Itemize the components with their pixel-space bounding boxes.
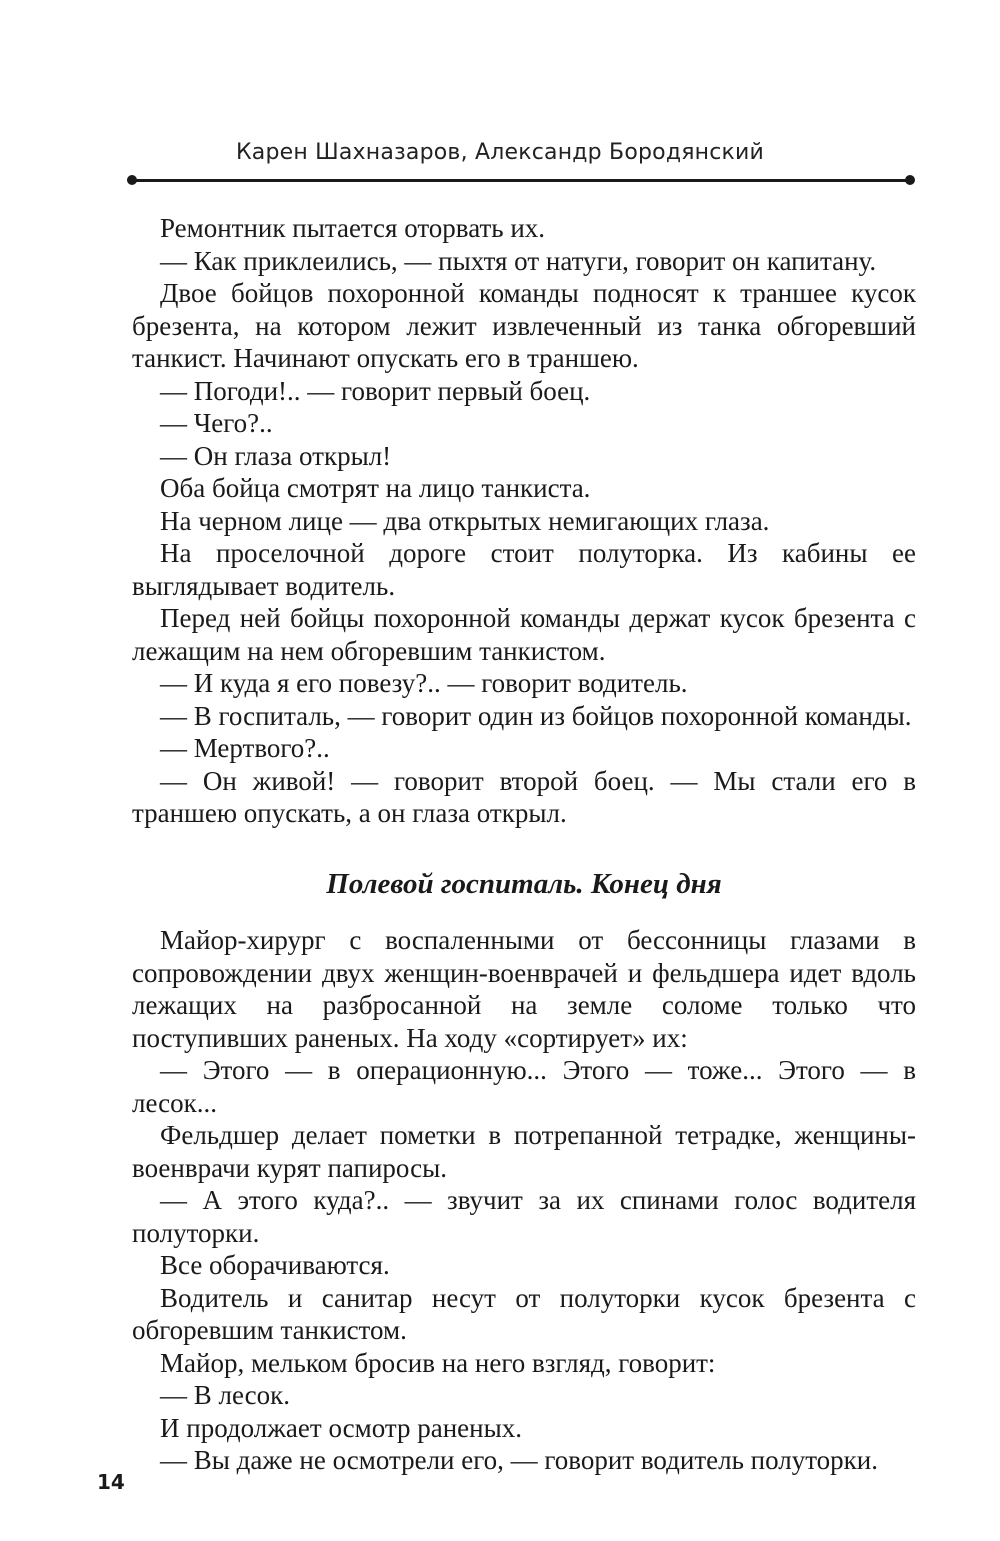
paragraph: — В госпиталь, — говорит один из бойцов похоронной команды. — [160, 700, 912, 731]
paragraph: Водитель и санитар несут от полуторки кусок брезента с обгоревшим танкистом. — [132, 1282, 916, 1345]
paragraph: — Как приклеились, — пыхтя от натуги, говорит он капитану. — [160, 245, 877, 276]
paragraph: — Этого — в операционную... Этого — тоже... Этого — в лесок... — [132, 1055, 916, 1118]
running-head: Карен Шахназаров, Александр Бородянский — [235, 140, 765, 165]
page-number: 14 — [97, 1470, 125, 1494]
paragraph: — И куда я его повезу?.. — говорит водитель. — [160, 668, 688, 698]
paragraph: — Вы даже не осмотрели его, — говорит водитель полуторки. — [160, 1445, 878, 1475]
paragraph: — Мертвого?.. — [160, 733, 330, 763]
paragraph: И продолжает осмотр раненых. — [160, 1412, 522, 1443]
paragraph: Фельдшер делает пометки в потрепанной тетрадке, женщины-военврачи курят папиросы. — [132, 1120, 916, 1183]
paragraph: — Он живой! — говорит второй боец. — Мы стали его в траншею опускать, а он глаза открыл. — [132, 765, 916, 828]
paragraph: Майор, мельком бросив на него взгляд, говорит: — [160, 1347, 716, 1378]
header-rule — [132, 179, 914, 182]
body-text-upper — [132, 212, 916, 830]
paragraph: — Чего?.. — [160, 408, 273, 438]
paragraph: Майор-хирург с воспаленными от бессонницы глазами в сопровождении двух женщин-военврачей и фельдшера идет вдоль лежащих на разбросанной на земле соломе только что поступивших раненых. На ходу «сортирует» их: — [132, 925, 916, 1053]
paragraph: Перед ней бойцы похоронной команды держат кусок брезента с лежащим на нем обгоревшим танкистом. — [132, 603, 916, 666]
paragraph: Все оборачиваются. — [160, 1250, 390, 1280]
paragraph: — А этого куда?.. — звучит за их спинами голос водителя полуторки. — [132, 1185, 916, 1248]
paragraph: На черном лице — два открытых немигающих глаза. — [160, 505, 770, 536]
paragraph: Ремонтник пытается оторвать их. — [160, 213, 546, 243]
header-rule-dot-right — [905, 175, 915, 185]
paragraph: На проселочной дороге стоит полуторка. Из кабины ее выглядывает водитель. — [132, 538, 916, 601]
paragraph: — Погоди!.. — говорит первый боец. — [160, 375, 591, 406]
paragraph: — Он глаза открыл! — [160, 440, 392, 471]
section-title: Полевой госпиталь. Конец дня — [326, 868, 722, 900]
paragraph: — В лесок. — [160, 1380, 290, 1410]
paragraph: Двое бойцов похоронной команды подносят к траншее кусок брезента, на котором лежит извлеченный из танка обгоревший танкист. Начинают опускать его в траншею. — [132, 278, 916, 373]
paragraph: Оба бойца смотрят на лицо танкиста. — [160, 473, 591, 503]
body-text-lower — [132, 924, 916, 1477]
